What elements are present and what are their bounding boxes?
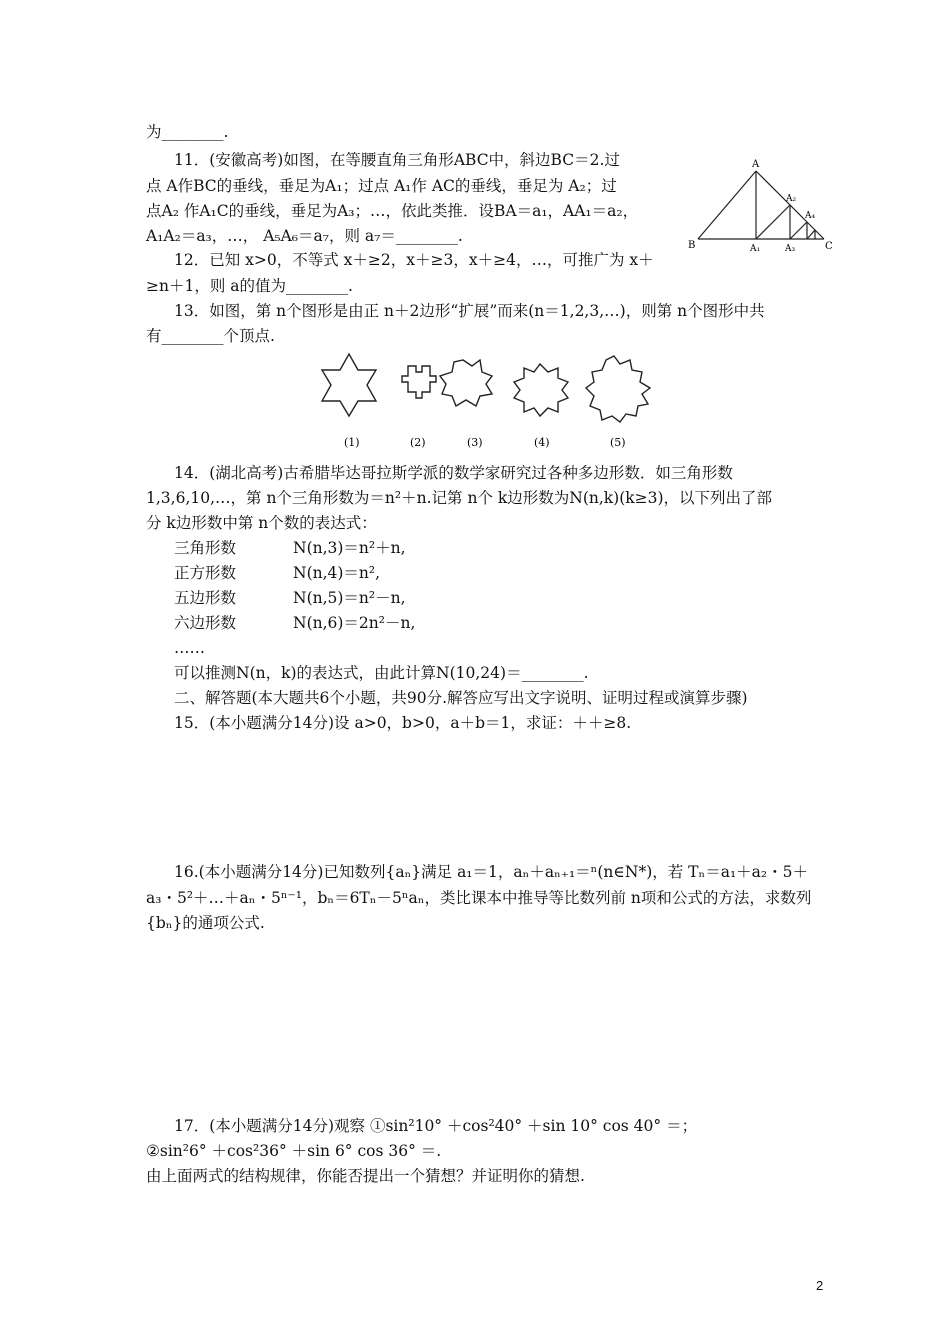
q14-last-line: 可以推测N(n，k)的表达式，由此计算N(10,24)＝________.	[174, 664, 589, 682]
fig11-label-C: C	[825, 241, 833, 252]
q13-line2: 有________个顶点.	[146, 327, 275, 345]
q16-line3: {bₙ}的通项公式.	[146, 914, 265, 932]
fig11-label-A2: A₂	[786, 194, 797, 204]
caption-3: (3)	[467, 436, 483, 449]
q14-row-expr: N(n,5)＝n²－n,	[293, 589, 406, 607]
q14-row-expr: N(n,6)＝2n²－n,	[293, 614, 416, 632]
q12-line2: ≥n＋1，则 a的值为________.	[146, 277, 353, 295]
caption-1: (1)	[344, 436, 360, 449]
q14-row-expr: N(n,4)＝n²,	[293, 564, 381, 582]
fig11-label-A3: A₃	[785, 244, 796, 254]
q15-line: 15．(本小题满分14分)设 a>0，b>0，a＋b＝1，求证：＋＋≥8.	[174, 714, 632, 732]
shape-1	[322, 354, 376, 416]
caption-4: (4)	[534, 436, 550, 449]
page-number: 2	[816, 1278, 824, 1293]
fig11-label-A4: A₄	[805, 211, 816, 221]
q14-line2: 1,3,6,10,…，第 n个三角形数为＝n²＋n.记第 n个 k边形数为N(n,k)(k≥3)，以下列出了部	[146, 489, 773, 507]
shape-3	[440, 360, 492, 406]
q14-line1: 14．(湖北高考)古希腊毕达哥拉斯学派的数学家研究过各种多边形数．如三角形数	[174, 464, 733, 482]
q16-line2: a₃・5²＋…＋aₙ・5ⁿ⁻¹，bₙ＝6Tₙ－5ⁿaₙ，类比课本中推导等比数列前 n项和公式的方法，求数列	[146, 889, 812, 907]
q12-line1: 12．已知 x>0，不等式 x＋≥2，x＋≥3，x＋≥4，…，可推广为 x＋	[174, 251, 654, 269]
q17-line2: ②sin²6° ＋cos²36° ＋sin 6° cos 36° ＝.	[146, 1142, 442, 1160]
q13-line1: 13．如图，第 n个图形是由正 n＋2边形“扩展”而来(n＝1,2,3,…)，则第 n个图形中共	[174, 302, 765, 320]
q10-tail: 为________.	[146, 123, 229, 141]
shape-2	[402, 366, 436, 398]
q14-row-name: 正方形数	[174, 564, 237, 582]
q14-row-name: 六边形数	[174, 614, 237, 632]
fig11-label-B: B	[688, 240, 696, 251]
fig11-label-A: A	[752, 159, 760, 170]
q16-line1: 16.(本小题满分14分)已知数列{aₙ}满足 a₁＝1，aₙ＋aₙ₊₁＝ⁿ(n∈N*)，若 Tₙ＝a₁＋a₂・5＋	[174, 863, 808, 881]
caption-5: (5)	[610, 436, 626, 449]
q11-line4: A₁A₂＝a₃，…， A₅A₆＝a₇，则 a₇＝________.	[146, 227, 463, 245]
q14-row-name: 五边形数	[174, 589, 237, 607]
koch-shapes-figure	[312, 350, 672, 450]
shape-5	[586, 356, 650, 422]
fig11-label-A1: A₁	[750, 244, 761, 254]
shape-4	[514, 364, 568, 416]
q14-dots: ……	[174, 639, 205, 657]
section-2-heading: 二、解答题(本大题共6个小题，共90分.解答应写出文字说明、证明过程或演算步骤)	[174, 689, 748, 707]
q11-line2: 点 A作BC的垂线，垂足为A₁；过点 A₁作 AC的垂线，垂足为 A₂；过	[146, 177, 617, 195]
q14-row-name: 三角形数	[174, 539, 237, 557]
q17-line3: 由上面两式的结构规律，你能否提出一个猜想？并证明你的猜想.	[146, 1167, 585, 1185]
caption-2: (2)	[410, 436, 426, 449]
q11-line1: 11．(安徽高考)如图，在等腰直角三角形ABC中，斜边BC＝2.过	[174, 151, 620, 169]
triangle-figure	[676, 154, 846, 254]
q14-row-expr: N(n,3)＝n²＋n,	[293, 539, 406, 557]
q14-line3: 分 k边形数中第 n个数的表达式：	[146, 514, 377, 532]
q17-line1: 17．(本小题满分14分)观察 ①sin²10° ＋cos²40° ＋sin 10° cos 40° ＝；	[174, 1117, 698, 1135]
q11-line3: 点A₂ 作A₁C的垂线，垂足为A₃；…，依此类推．设BA＝a₁，AA₁＝a₂，	[146, 202, 639, 220]
